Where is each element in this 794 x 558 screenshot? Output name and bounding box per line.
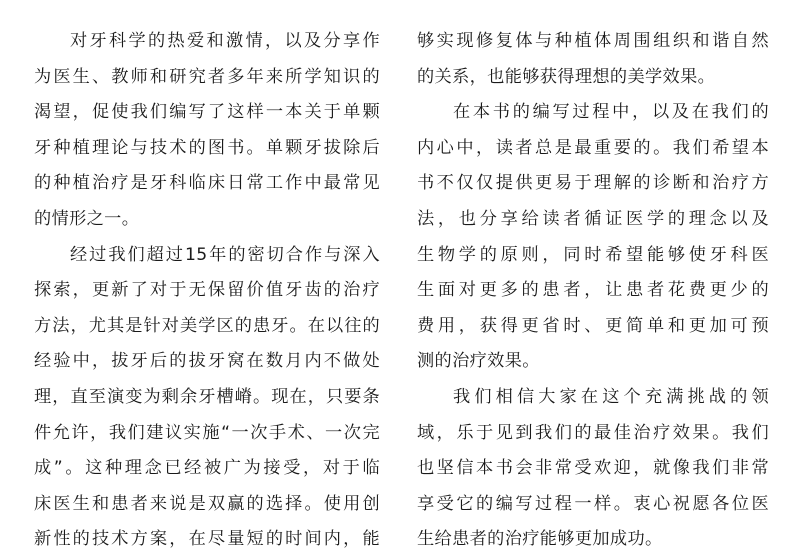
paragraph-1-line-2: 为医生、教师和研究者多年来所学知识的	[34, 66, 380, 87]
paragraph-4-line-2: 域，乐于见到我们的最佳治疗效果。我们	[417, 422, 769, 443]
paragraph-2-line-10: 够实现修复体与种植体周围组织和谐自然	[417, 31, 769, 51]
paragraph-4-line-1: 我们相信大家在这个充满挑战的领	[453, 386, 769, 407]
paragraph-2-line-3: 方法，尤其是针对美学区的患牙。在以往的	[34, 315, 380, 336]
paragraph-2-line-6: 件允许，我们建议实施“一次手术、一次完	[34, 422, 380, 443]
paragraph-2-line-11: 的关系，也能够获得理想的美学效果。	[417, 66, 716, 87]
paragraph-4-line-4: 享受它的编写过程一样。衷心祝愿各位医	[417, 493, 769, 514]
paragraph-4-line-5: 生给患者的治疗能够更加成功。	[417, 529, 663, 550]
paragraph-1-line-6: 的情形之一。	[34, 208, 140, 229]
paragraph-3-line-7: 费用，获得更省时、更简单和更加可预	[417, 315, 769, 336]
paragraph-3-line-4: 法，也分享给读者循证医学的理念以及	[417, 208, 769, 229]
paragraph-1-line-4: 牙种植理论与技术的图书。单颗牙拔除后	[34, 137, 380, 158]
paragraph-2-line-9: 新性的技术方案，在尽量短的时间内，能	[34, 529, 380, 550]
paragraph-3-line-3: 书不仅仅提供更易于理解的诊断和治疗方	[417, 173, 769, 194]
paragraph-3-line-1: 在本书的编写过程中，以及在我们的	[453, 102, 769, 123]
paragraph-2-line-4: 经验中，拔牙后的拔牙窝在数月内不做处	[34, 351, 380, 372]
paragraph-3-line-5: 生物学的原则，同时希望能够使牙科医	[417, 244, 769, 265]
paragraph-2-line-5: 理，直至演变为剩余牙槽嵴。现在，只要条	[34, 386, 380, 407]
paragraph-4-line-3: 也坚信本书会非常受欢迎，就像我们非常	[417, 458, 769, 479]
right-text-column	[417, 24, 769, 558]
paragraph-3-line-8: 测的治疗效果。	[417, 351, 540, 372]
left-text-column	[34, 24, 380, 558]
paragraph-2-line-8: 床医生和患者来说是双赢的选择。使用创	[34, 493, 380, 514]
paragraph-1-line-3: 渴望，促使我们编写了这样一本关于单颗	[34, 102, 380, 123]
paragraph-1-line-5: 的种植治疗是牙科临床日常工作中最常见	[34, 173, 380, 194]
paragraph-3-line-6: 生面对更多的患者，让患者花费更少的	[417, 280, 769, 301]
paragraph-2-line-1: 经过我们超过15年的密切合作与深入	[70, 244, 380, 265]
paragraph-2-line-7: 成”。这种理念已经被广为接受，对于临	[34, 458, 380, 479]
paragraph-1-line-1: 对牙科学的热爱和激情，以及分享作	[70, 31, 380, 51]
paragraph-3-line-2: 内心中，读者总是最重要的。我们希望本	[417, 137, 769, 158]
paragraph-2-line-2: 探索，更新了对于无保留价值牙齿的治疗	[34, 280, 380, 301]
